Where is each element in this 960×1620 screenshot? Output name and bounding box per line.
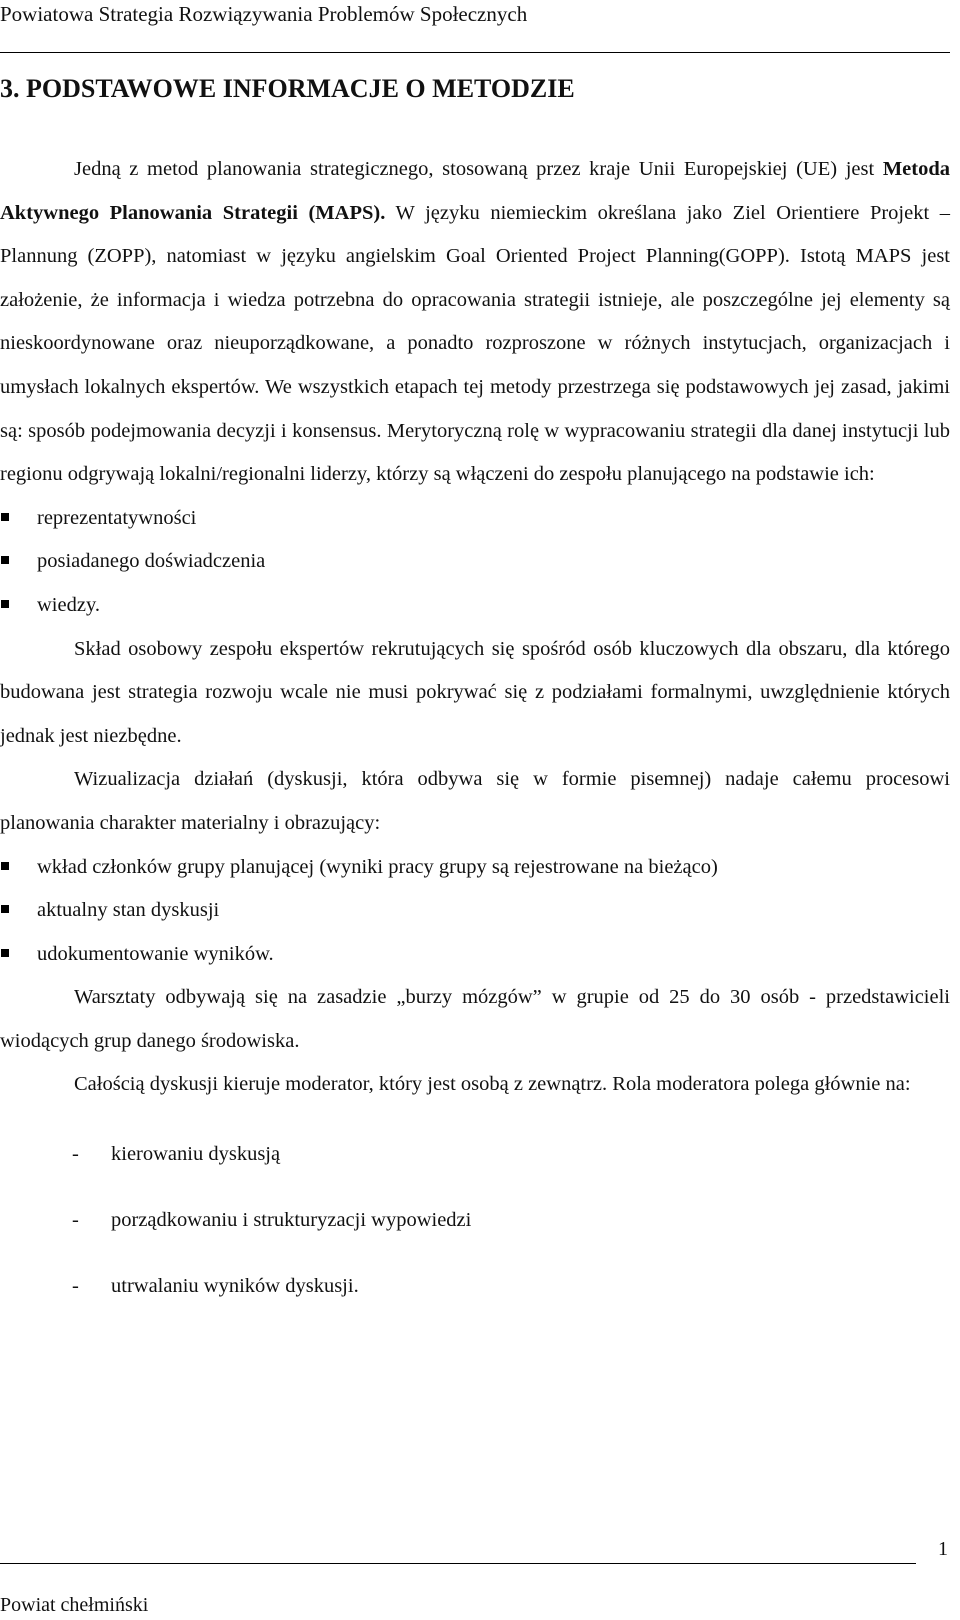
paragraph-intro [0, 148, 950, 497]
intro-text-a: Jedną z metod planowania strategicznego, stosowaną przez kraje Unii Europejskiej (UE) jest [74, 158, 883, 180]
list-item-text: porządkowaniu i strukturyzacji wypowiedzi [111, 1209, 472, 1232]
section-title: 3. PODSTAWOWE INFORMACJE O METODZIE [0, 74, 575, 103]
document-body [0, 148, 950, 1319]
header-divider [0, 52, 950, 53]
maps-bold-term: Metoda Aktywnego Planowania Strategii (MAPS). [0, 158, 950, 224]
list-item: udokumentowanie wyników. [0, 933, 950, 977]
paragraph-workshops: Warsztaty odbywają się na zasadzie „burzy mózgów” w grupie od 25 do 30 osób - przedstawicieli wiodących grup danego środowiska. [0, 986, 950, 1052]
footer-divider [0, 1563, 916, 1564]
dash-marker: - [72, 1209, 79, 1232]
page-header: Powiatowa Strategia Rozwiązywania Problemów Społecznych [0, 2, 528, 26]
list-item: aktualny stan dyskusji [0, 889, 950, 933]
criteria-list [0, 497, 950, 628]
list-item: wiedzy. [0, 584, 950, 628]
list-item [0, 1187, 950, 1253]
dash-marker: - [72, 1275, 79, 1298]
page-number: 1 [938, 1538, 948, 1560]
list-item [0, 1253, 950, 1319]
list-item-text: kierowaniu dyskusją [111, 1143, 281, 1166]
list-item: wkład członków grupy planującej (wyniki pracy grupy są rejestrowane na bieżąco) [0, 846, 950, 890]
paragraph-moderator: Całością dyskusji kieruje moderator, który jest osobą z zewnątrz. Rola moderatora polega głównie na: [74, 1073, 911, 1096]
list-item: reprezentatywności [0, 497, 950, 541]
list-item [0, 1121, 950, 1187]
visualization-list [0, 846, 950, 977]
page-footer: Powiat chełmiński [0, 1594, 149, 1616]
list-item-text: utrwalaniu wyników dyskusji. [111, 1275, 359, 1298]
paragraph-team: Skład osobowy zespołu ekspertów rekrutujących się spośród osób kluczowych dla obszaru, dla którego budowana jest strategia rozwoju wcale nie musi pokrywać się z podziałami formalnymi, uwzględnienie których jednak jest niezbędne. [0, 637, 950, 747]
intro-text-b: W języku niemieckim określana jako Ziel Orientiere Projekt – Plannung (ZOPP), natomiast w języku angielskim Goal Oriented Project Planning(GOPP). Istotą MAPS jest założenie, że informacja i wiedza potrzebna do opracowania strategii istnieje, ale poszczególne jej elementy są nieskoordynowane oraz nieuporządkowane, a ponadto rozproszone w różnych instytucjach, organizacjach i umysłach lokalnych ekspertów. We wszystkich etapach tej metody przestrzega się podstawowych jej zasad, jakimi są: sposób podejmowania decyzji i konsensus. Merytoryczną rolę w wypracowaniu strategii dla danej instytucji lub regionu odgrywają lokalni/regionalni liderzy, którzy są włączeni do zespołu planującego na podstawie ich: [0, 201, 950, 486]
dash-marker: - [72, 1143, 79, 1166]
list-item: posiadanego doświadczenia [0, 540, 950, 584]
moderator-role-list [0, 1121, 950, 1319]
paragraph-visualization: Wizualizacja działań (dyskusji, która odbywa się w formie pisemnej) nadaje całemu procesowi planowania charakter materialny i obrazujący: [0, 768, 950, 834]
